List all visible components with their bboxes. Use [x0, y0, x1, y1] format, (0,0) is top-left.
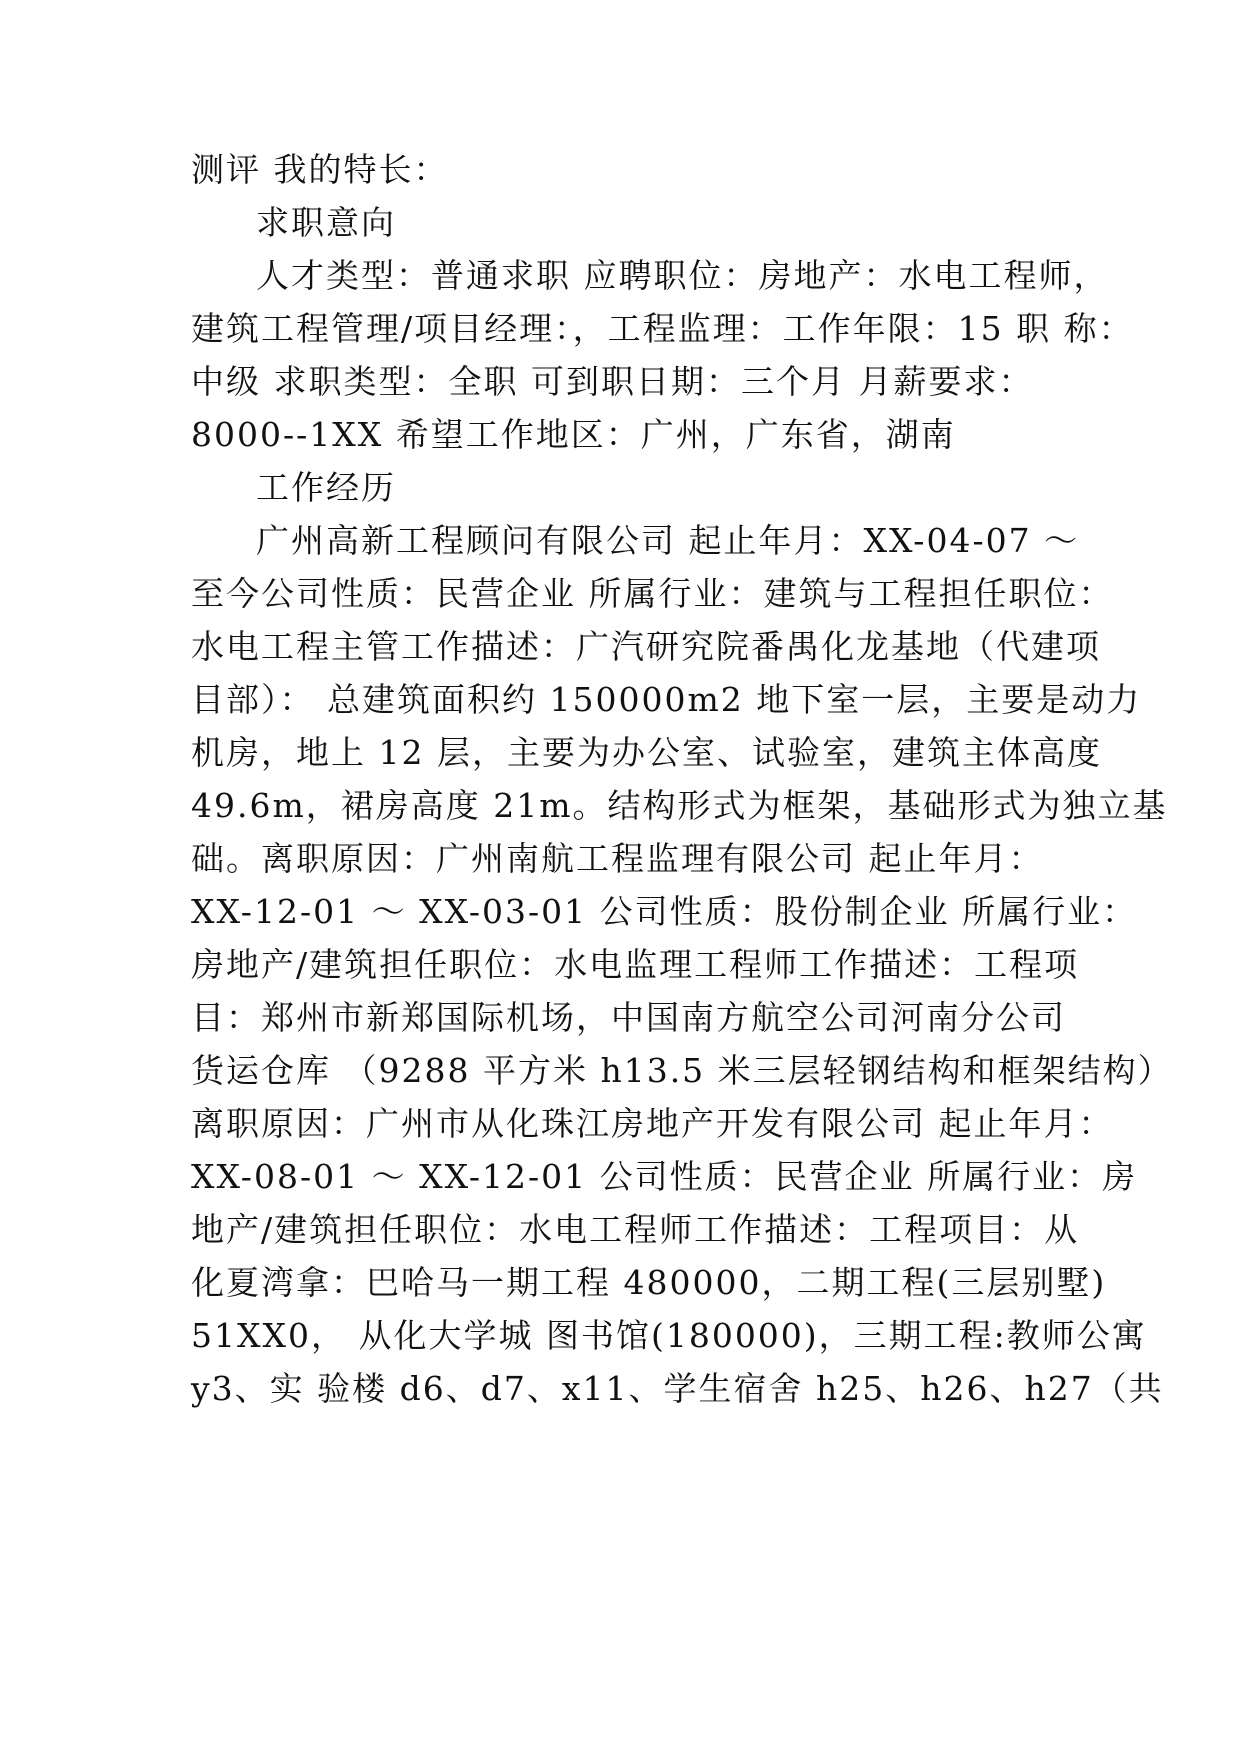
text-line: 地产/建筑担任职位：水电工程师工作描述：工程项目：从 [191, 1210, 1080, 1249]
text-line: 础。离职原因：广州南航工程监理有限公司 起止年月： [191, 839, 1044, 878]
text-line: 8000--1XX 希望工作地区：广州，广东省，湖南 [191, 415, 956, 454]
text-line: 目：郑州市新郑国际机场，中国南方航空公司河南分公司 [191, 998, 1066, 1037]
text-line: 离职原因：广州市从化珠江房地产开发有限公司 起止年月： [191, 1104, 1114, 1143]
text-line: 51XX0， 从化大学城 图书馆(180000)，三期工程:教师公寓 [191, 1316, 1147, 1355]
text-line: 货运仓库 （9288 平方米 h13.5 米三层轻钢结构和框架结构） [191, 1051, 1173, 1090]
text-line: 目部）： 总建筑面积约 150000m2 地下室一层，主要是动力 [191, 680, 1142, 719]
text-line: 水电工程主管工作描述：广汽研究院番禺化龙基地（代建项 [191, 627, 1101, 666]
text-line: 至今公司性质：民营企业 所属行业：建筑与工程担任职位： [191, 574, 1114, 613]
text-line: 测评 我的特长： [191, 150, 449, 189]
section-heading-job-intention: 求职意向 [256, 203, 396, 242]
text-line: 49.6m，裙房高度 21m。结构形式为框架，基础形式为独立基 [191, 786, 1168, 825]
text-line: 广州高新工程顾问有限公司 起止年月：XX-04-07 ～ [256, 521, 1080, 560]
text-line: 化夏湾拿：巴哈马一期工程 480000，二期工程(三层别墅) [191, 1263, 1107, 1302]
text-line: 中级 求职类型：全职 可到职日期：三个月 月薪要求： [191, 362, 1034, 401]
text-line: y3、实 验楼 d6、d7、x11、学生宿舍 h25、h26、h27（共 [191, 1369, 1164, 1408]
text-line: 人才类型：普通求职 应聘职位：房地产：水电工程师， [256, 256, 1109, 295]
section-heading-work-experience: 工作经历 [256, 468, 396, 507]
text-line: 房地产/建筑担任职位：水电监理工程师工作描述：工程项 [191, 945, 1080, 984]
text-line: XX-12-01 ～ XX-03-01 公司性质：股份制企业 所属行业： [191, 892, 1138, 931]
text-line: 建筑工程管理/项目经理：，工程监理：工作年限：15 职 称： [191, 309, 1134, 348]
text-line: 机房，地上 12 层，主要为办公室、试验室，建筑主体高度 [191, 733, 1102, 772]
text-line: XX-08-01 ～ XX-12-01 公司性质：民营企业 所属行业：房 [191, 1157, 1138, 1196]
